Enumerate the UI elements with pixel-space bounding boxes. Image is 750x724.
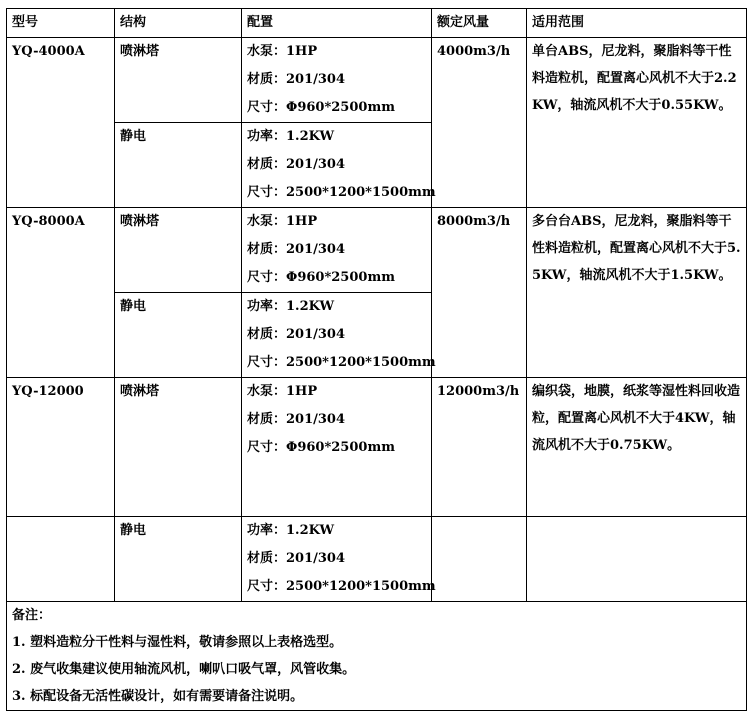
structure-cell: 静电 xyxy=(115,517,242,602)
header-config: 配置 xyxy=(242,9,432,38)
config-line: 尺寸：Φ960*2500mm xyxy=(247,440,395,455)
config-cell xyxy=(242,517,436,602)
config-line: 尺寸：2500*1200*1500mm xyxy=(247,185,436,200)
config-cell xyxy=(242,378,432,517)
model-cell: YQ-4000A xyxy=(7,38,115,208)
header-row xyxy=(7,9,747,38)
config-line: 材质：201/304 xyxy=(247,327,346,342)
flow-cell: 12000m3/h xyxy=(432,378,527,517)
model-cell-empty xyxy=(7,517,115,602)
config-line: 水泵：1HP xyxy=(247,214,318,229)
config-line: 尺寸：Φ960*2500mm xyxy=(247,100,395,115)
config-line: 材质：201/304 xyxy=(247,72,346,87)
structure-cell: 喷淋塔 xyxy=(115,38,242,123)
header-model: 型号 xyxy=(7,9,115,38)
structure-cell: 静电 xyxy=(115,293,242,378)
note-item: 2. 废气收集建议使用轴流风机，喇叭口吸气罩，风管收集。 xyxy=(12,662,356,677)
config-line: 尺寸：Φ960*2500mm xyxy=(247,270,395,285)
apply-cell-empty xyxy=(527,517,747,602)
table-row xyxy=(7,378,747,517)
spec-table xyxy=(6,8,747,711)
config-cell xyxy=(242,293,436,378)
config-line: 水泵：1HP xyxy=(247,44,318,59)
config-cell xyxy=(242,208,432,293)
header-apply: 适用范围 xyxy=(527,9,747,38)
config-line: 材质：201/304 xyxy=(247,242,346,257)
config-line: 功率：1.2KW xyxy=(247,129,335,144)
note-item: 3. 标配设备无活性碳设计，如有需要请备注说明。 xyxy=(12,689,304,704)
config-line: 水泵：1HP xyxy=(247,384,318,399)
flow-cell: 8000m3/h xyxy=(432,208,527,378)
config-cell xyxy=(242,38,432,123)
notes-row xyxy=(7,602,747,711)
model-cell: YQ-12000 xyxy=(7,378,115,517)
config-line: 功率：1.2KW xyxy=(247,523,335,538)
notes-cell xyxy=(7,602,747,711)
notes-title: 备注： xyxy=(12,608,52,623)
config-line: 尺寸：2500*1200*1500mm xyxy=(247,355,436,370)
structure-cell: 静电 xyxy=(115,123,242,208)
config-line: 材质：201/304 xyxy=(247,157,346,172)
structure-cell: 喷淋塔 xyxy=(115,378,242,517)
header-structure: 结构 xyxy=(115,9,242,38)
table-row xyxy=(7,208,747,293)
apply-cell: 单台ABS，尼龙料，聚脂料等干性料造粒机，配置离心风机不大于2.2KW，轴流风机不大于0.55KW。 xyxy=(527,38,747,208)
table-row xyxy=(7,517,747,602)
config-line: 材质：201/304 xyxy=(247,551,346,566)
config-cell xyxy=(242,123,436,208)
apply-cell: 多台台ABS，尼龙料，聚脂料等干性料造粒机，配置离心风机不大于5.5KW，轴流风机不大于1.5KW。 xyxy=(527,208,747,378)
config-line: 功率：1.2KW xyxy=(247,299,335,314)
note-item: 1. 塑料造粒分干性料与湿性料，敬请参照以上表格选型。 xyxy=(12,635,343,650)
apply-cell: 编织袋，地膜，纸浆等湿性料回收造粒，配置离心风机不大于4KW，轴流风机不大于0.75KW。 xyxy=(527,378,747,517)
header-flow: 额定风量 xyxy=(432,9,527,38)
config-line: 尺寸：2500*1200*1500mm xyxy=(247,579,436,594)
flow-cell: 4000m3/h xyxy=(432,38,527,208)
flow-cell-empty xyxy=(432,517,527,602)
structure-cell: 喷淋塔 xyxy=(115,208,242,293)
model-cell: YQ-8000A xyxy=(7,208,115,378)
table-row xyxy=(7,38,747,123)
config-line: 材质：201/304 xyxy=(247,412,346,427)
